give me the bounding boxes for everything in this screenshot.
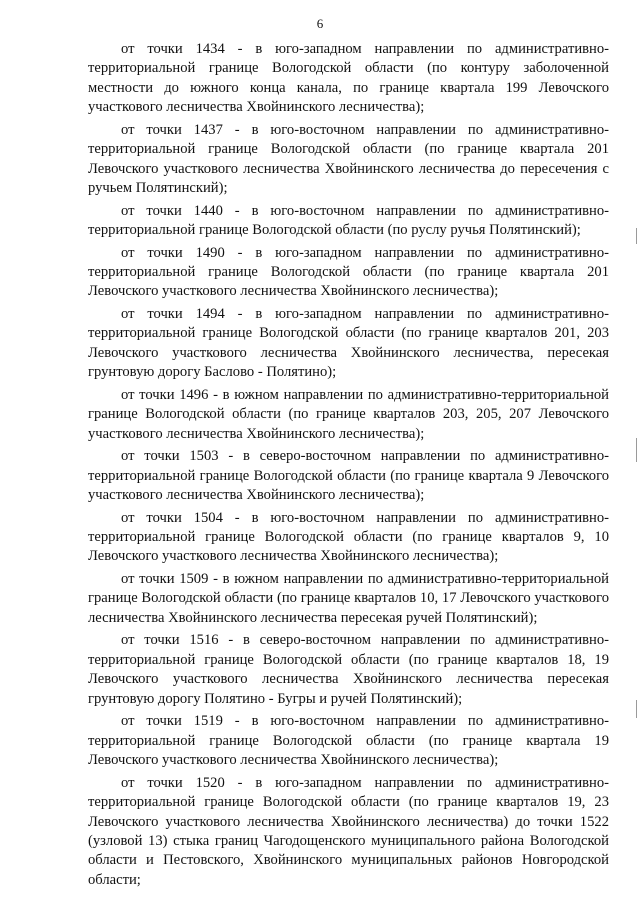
paragraph-point-1496: от точки 1496 - в южном направлении по административно-территориальной границе Вологодской области (по границе кварталов 203, 205, 207 Левочского участкового лесничества Хвойнинского лесничества); xyxy=(88,386,609,442)
paragraph-point-1490: от точки 1490 - в юго-западном направлении по административно-территориальной границе Вологодской области (по границе квартала 201 Левочского участкового лесничества Хвойнинского лесничества); xyxy=(88,244,609,300)
paragraph-point-1494: от точки 1494 - в юго-западном направлении по административно-территориальной границе Вологодской области (по границе кварталов 201, 203 Левочского участкового лесничества Хвойнинского лесничества, пересекая грунтовую дорогу Баслово - Полятино); xyxy=(88,306,609,381)
paragraph-point-1516: от точки 1516 - в северо-восточном направлении по административно-территориальной границе Вологодской области (по границе кварталов 18, 19 Левочского участкового лесничества Хвойнинского лесничества пересекая грунтовую дорогу Полятино - Бугры и ручей Полятинский); xyxy=(88,632,609,707)
scan-edge-mark xyxy=(636,438,637,462)
paragraph-point-1519: от точки 1519 - в юго-восточном направлении по административно-территориальной границе Вологодской области (по границе квартала 19 Левочского участкового лесничества Хвойнинского лесничества); xyxy=(88,713,609,769)
page-number: 6 xyxy=(316,16,324,31)
scan-edge-mark xyxy=(636,700,637,718)
paragraph-point-1503: от точки 1503 - в северо-восточном направлении по административно-территориальной границе Вологодской области (по границе квартала 9 Левочского участкового лесничества Хвойнинского лесничества); xyxy=(88,448,609,504)
paragraph-point-1434: от точки 1434 - в юго-западном направлении по административно-территориальной границе Вологодской области (по контуру заболоченной местности до южного конца канала, по границе квартала 199 Левочского участкового лесничества Хвойнинского лесничества); xyxy=(88,41,609,116)
scan-edge-mark xyxy=(636,228,637,244)
paragraph-point-1437: от точки 1437 - в юго-восточном направлении по административно-территориальной границе Вологодской области (по границе квартала 201 Левочского участкового лесничества Хвойнинского лесничества до пересечения с ручьем Полятинский); xyxy=(88,121,609,197)
paragraph-point-1504: от точки 1504 - в юго-восточном направлении по административно-территориальной границе Вологодской области (по границе кварталов 9, 10 Левочского участкового лесничества Хвойнинского лесничества); xyxy=(88,509,609,565)
document-body xyxy=(88,40,609,893)
paragraph-point-1509: от точки 1509 - в южном направлении по административно-территориальной границе Вологодской области (по границе кварталов 10, 17 Левочского участкового лесничества Хвойнинского лесничества пересекая ручей Полятинский); xyxy=(88,571,609,626)
paragraph-point-1440: от точки 1440 - в юго-восточном направлении по административно-территориальной границе Вологодской области (по руслу ручья Полятинский); xyxy=(88,202,609,239)
paragraph-point-1520: от точки 1520 - в юго-западном направлении по административно-территориальной границе Вологодской области (по границе кварталов 19, 23 Левочского участкового лесничества Хвойнинского лесничества) до точки 1522 (узловой 13) стыка границ Чагодощенского муниципального района Вологодской области и Пестовского, Хвойнинского муниципальных районов Новгородской области; xyxy=(88,774,609,888)
